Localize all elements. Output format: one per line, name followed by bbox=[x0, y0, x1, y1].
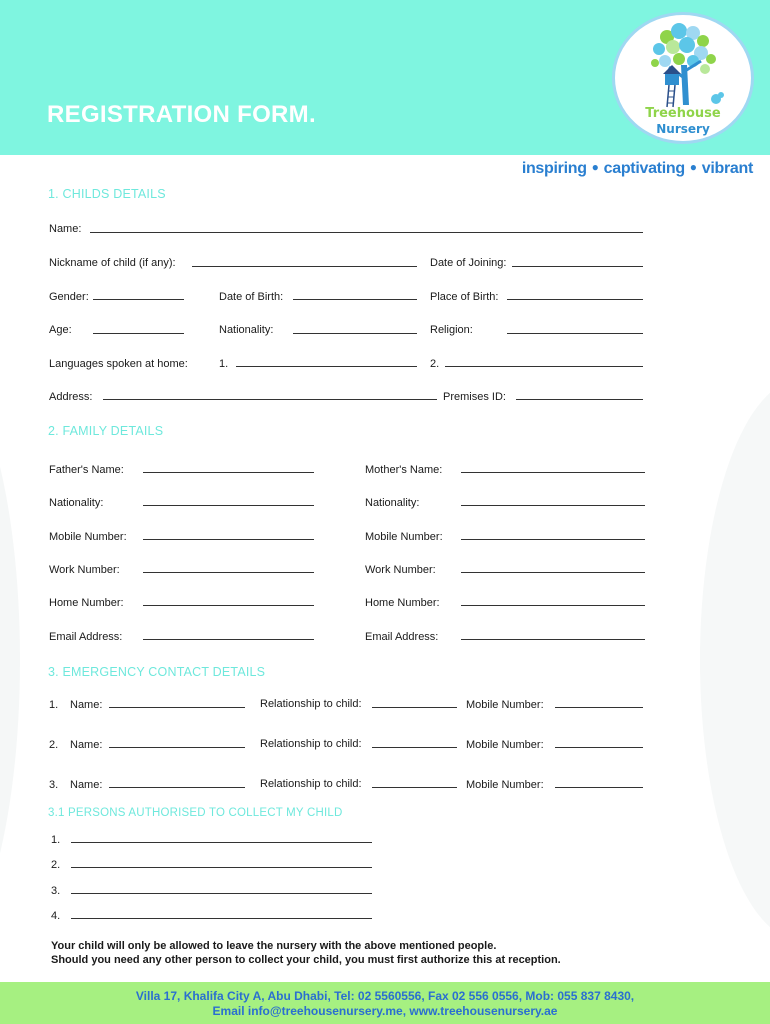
mother-nationality-field[interactable] bbox=[461, 505, 645, 506]
nickname-field[interactable] bbox=[192, 266, 417, 267]
mothers-name-label: Mother's Name: bbox=[365, 464, 443, 476]
emergency-mobile-label: Mobile Number: bbox=[466, 739, 544, 751]
nickname-label: Nickname of child (if any): bbox=[49, 257, 176, 269]
relationship-label: Relationship to child: bbox=[260, 738, 362, 750]
authorised-person-number: 1. bbox=[51, 834, 61, 846]
mother-work-number-field[interactable] bbox=[461, 572, 645, 573]
language-1-field[interactable] bbox=[236, 366, 417, 367]
emergency-1-mobile-field[interactable] bbox=[555, 707, 643, 708]
background-decoration-right bbox=[700, 380, 770, 940]
language-2-number: 2. bbox=[430, 358, 440, 370]
mothers-name-field[interactable] bbox=[461, 472, 645, 473]
tagline-word: captivating bbox=[603, 160, 685, 177]
bullet-icon: ● bbox=[689, 160, 697, 174]
father-nationality-field[interactable] bbox=[143, 505, 314, 506]
relationship-label: Relationship to child: bbox=[260, 698, 362, 710]
section-title-authorised-persons: 3.1 PERSONS AUTHORISED TO COLLECT MY CHILD bbox=[48, 807, 343, 819]
emergency-mobile-label: Mobile Number: bbox=[466, 699, 544, 711]
authorised-person-1-field[interactable] bbox=[71, 842, 372, 843]
place-of-birth-label: Place of Birth: bbox=[430, 291, 499, 303]
relationship-label: Relationship to child: bbox=[260, 778, 362, 790]
name-label: Name: bbox=[49, 223, 82, 235]
tagline-word: vibrant bbox=[701, 160, 753, 177]
date-of-birth-label: Date of Birth: bbox=[219, 291, 284, 303]
tagline-word: inspiring bbox=[521, 160, 587, 177]
fathers-name-field[interactable] bbox=[143, 472, 314, 473]
treehouse-nursery-logo bbox=[612, 12, 754, 144]
father-email-label: Email Address: bbox=[49, 631, 123, 643]
address-label: Address: bbox=[49, 391, 93, 403]
authorised-person-4-field[interactable] bbox=[71, 918, 372, 919]
premises-id-field[interactable] bbox=[516, 399, 643, 400]
language-1-number: 1. bbox=[219, 358, 229, 370]
emergency-3-mobile-field[interactable] bbox=[555, 787, 643, 788]
mother-home-number-field[interactable] bbox=[461, 605, 645, 606]
logo-text-treehouse: Treehouse bbox=[645, 106, 721, 121]
nationality-label: Nationality: bbox=[219, 324, 274, 336]
gender-label: Gender: bbox=[49, 291, 89, 303]
logo-text-nursery: Nursery bbox=[656, 122, 710, 136]
father-email-field[interactable] bbox=[143, 639, 314, 640]
bird-icon bbox=[711, 92, 724, 104]
collection-policy-note-2: Should you need any other person to collect your child, you must first authorize this at reception. bbox=[51, 954, 561, 966]
religion-field[interactable] bbox=[507, 333, 643, 334]
mother-mobile-field[interactable] bbox=[461, 539, 645, 540]
nationality-field[interactable] bbox=[293, 333, 417, 334]
collection-policy-note-1: Your child will only be allowed to leave the nursery with the above mentioned people. bbox=[51, 940, 497, 952]
section-title-childs-details: 1. CHILDS DETAILS bbox=[48, 187, 166, 201]
emergency-1-relationship-field[interactable] bbox=[372, 707, 457, 708]
age-field[interactable] bbox=[93, 333, 184, 334]
emergency-name-label: Name: bbox=[70, 699, 103, 711]
footer-contact: Email info@treehousenursery.me, www.treehousenursery.ae bbox=[212, 1004, 558, 1018]
authorised-person-number: 4. bbox=[51, 910, 61, 922]
religion-label: Religion: bbox=[430, 324, 473, 336]
father-work-number-label: Work Number: bbox=[49, 564, 120, 576]
gender-field[interactable] bbox=[93, 299, 184, 300]
father-nationality-label: Nationality: bbox=[49, 497, 104, 509]
emergency-row-number: 3. bbox=[49, 779, 59, 791]
emergency-row-number: 1. bbox=[49, 699, 59, 711]
emergency-row-number: 2. bbox=[49, 739, 59, 751]
language-2-field[interactable] bbox=[445, 366, 643, 367]
authorised-person-number: 2. bbox=[51, 859, 61, 871]
emergency-name-label: Name: bbox=[70, 779, 103, 791]
emergency-2-mobile-field[interactable] bbox=[555, 747, 643, 748]
treehouse-icon bbox=[663, 65, 681, 107]
emergency-name-label: Name: bbox=[70, 739, 103, 751]
emergency-1-name-field[interactable] bbox=[109, 707, 245, 708]
section-title-family-details: 2. FAMILY DETAILS bbox=[48, 424, 164, 438]
tagline bbox=[522, 160, 753, 178]
authorised-person-3-field[interactable] bbox=[71, 893, 372, 894]
emergency-2-relationship-field[interactable] bbox=[372, 747, 457, 748]
mother-work-number-label: Work Number: bbox=[365, 564, 436, 576]
footer-address: Villa 17, Khalifa City A, Abu Dhabi, Tel: 02 5560556, Fax 02 556 0556, Mob: 055 837 8430, bbox=[135, 989, 635, 1003]
mother-home-number-label: Home Number: bbox=[365, 597, 440, 609]
mother-nationality-label: Nationality: bbox=[365, 497, 420, 509]
premises-id-label: Premises ID: bbox=[443, 391, 506, 403]
date-of-birth-field[interactable] bbox=[293, 299, 417, 300]
authorised-person-number: 3. bbox=[51, 885, 61, 897]
background-decoration-left bbox=[0, 360, 20, 960]
mother-mobile-label: Mobile Number: bbox=[365, 531, 443, 543]
father-work-number-field[interactable] bbox=[143, 572, 314, 573]
place-of-birth-field[interactable] bbox=[507, 299, 643, 300]
address-field[interactable] bbox=[103, 399, 437, 400]
mother-email-field[interactable] bbox=[461, 639, 645, 640]
date-of-joining-field[interactable] bbox=[512, 266, 643, 267]
emergency-3-relationship-field[interactable] bbox=[372, 787, 457, 788]
page-title: REGISTRATION FORM. bbox=[47, 101, 316, 128]
authorised-person-2-field[interactable] bbox=[71, 867, 372, 868]
languages-label: Languages spoken at home: bbox=[49, 358, 188, 370]
header-band bbox=[0, 0, 770, 155]
emergency-2-name-field[interactable] bbox=[109, 747, 245, 748]
father-mobile-field[interactable] bbox=[143, 539, 314, 540]
footer-band bbox=[0, 982, 770, 1024]
fathers-name-label: Father's Name: bbox=[49, 464, 124, 476]
date-of-joining-label: Date of Joining: bbox=[430, 257, 507, 269]
section-title-emergency-contacts: 3. EMERGENCY CONTACT DETAILS bbox=[48, 665, 266, 679]
mother-email-label: Email Address: bbox=[365, 631, 439, 643]
father-home-number-field[interactable] bbox=[143, 605, 314, 606]
age-label: Age: bbox=[49, 324, 72, 336]
father-home-number-label: Home Number: bbox=[49, 597, 124, 609]
emergency-3-name-field[interactable] bbox=[109, 787, 245, 788]
child-name-field[interactable] bbox=[90, 232, 643, 233]
emergency-mobile-label: Mobile Number: bbox=[466, 779, 544, 791]
father-mobile-label: Mobile Number: bbox=[49, 531, 127, 543]
bullet-icon: ● bbox=[591, 160, 599, 174]
